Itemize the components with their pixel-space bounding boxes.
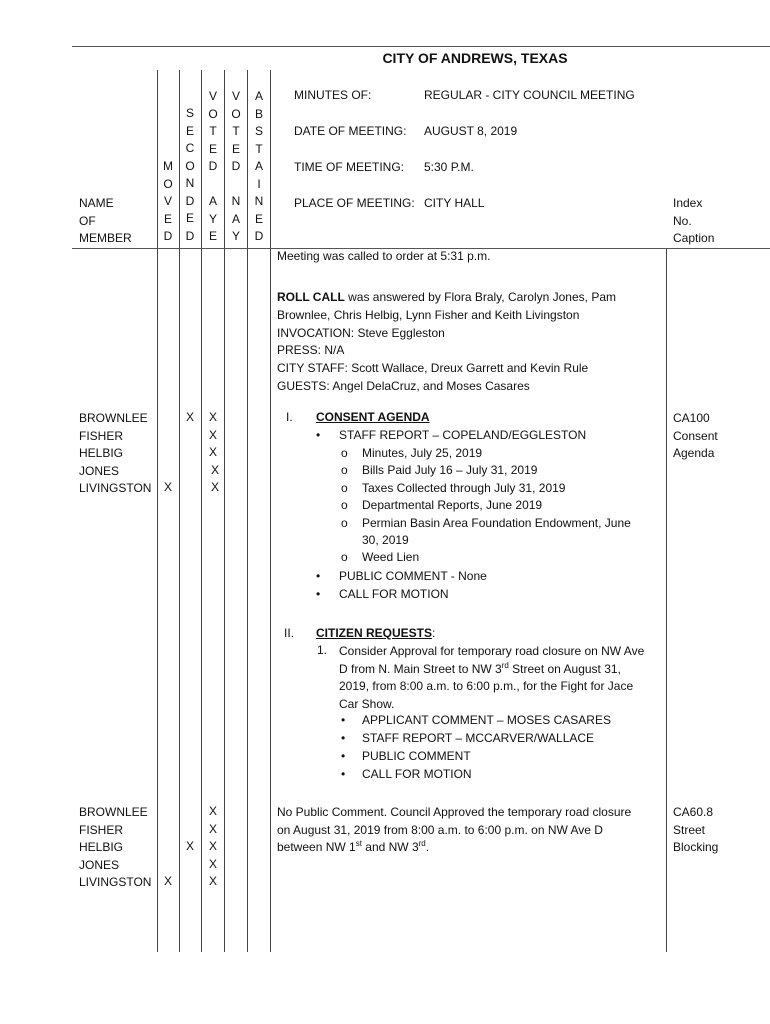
circle-bullet-icon: o [341,550,348,564]
roll-call [277,289,662,396]
abstained-column-header: A B S T A I N E D [254,89,264,243]
section2-numeral: II. [284,626,295,640]
aye-mark: X [208,427,217,442]
public-comment: PUBLIC COMMENT - None [339,569,487,583]
section3-voter-names: BROWNLEE FISHER HELBIG JONES LIVINGSTON [79,805,152,889]
page-title: CITY OF ANDREWS, TEXAS [382,50,568,66]
aye-mark: X [208,874,217,888]
guests: GUESTS: Angel DelaCruz, and Moses Casares [277,378,530,393]
voted-aye-column-header: V O T E D A Y E [208,89,218,243]
circle-bullet-icon: o [341,463,348,477]
place-label: PLACE OF MEETING: [294,196,415,210]
bullet-icon: • [341,731,346,745]
section1-index: CA100 Consent Agenda [673,411,718,460]
circle-bullet-icon: o [341,446,348,460]
aye-mark: X [208,410,217,424]
section3-index: CA60.8 Street Blocking [673,805,719,854]
citizen-request-text: Consider Approval for temporary road closure on NW Ave D from N. Main Street to NW 3rd Street on August 31, 2019, from 8:00 a.m. to 6:00 p.m., for the Fight for Jace Car Show. [339,644,645,711]
roll-call-text: was answered by Flora Braly, Carolyn Jones, Pam Brownlee, Chris Helbig, Lynn Fisher and Keith Livingston [277,290,616,322]
bullet-icon: • [316,587,321,601]
staff-report-mccarver: STAFF REPORT – MCCARVER/WALLACE [362,731,595,745]
consent-item: Permian Basin Area Foundation Endowment, June [362,516,631,530]
approval-text: No Public Comment. Council Approved the temporary road closure on August 31, 2019 from 8:00 a.m. to 6:00 p.m. on NW Ave D between NW 1st and NW 3rd. [277,805,632,854]
consent-item: Weed Lien [362,550,420,564]
bullet-icon: • [316,428,321,442]
consent-item: Minutes, July 25, 2019 [362,446,483,460]
staff-report-copeland: STAFF REPORT – COPELAND/EGGLESTON [339,428,587,442]
column-rule [201,70,202,952]
column-rule [270,70,271,952]
moved-mark: X [163,874,172,888]
date-label: DATE OF MEETING: [294,124,407,138]
minutes-of-label: MINUTES OF: [294,88,372,102]
circle-bullet-icon: o [341,498,348,512]
section1-numeral: I. [286,410,293,424]
call-for-motion: CALL FOR MOTION [362,767,472,781]
place-value: CITY HALL [424,196,485,210]
call-for-motion: CALL FOR MOTION [339,587,449,601]
consent-item: Taxes Collected through July 31, 2019 [362,481,566,495]
item-number: 1. [317,643,328,657]
consent-item-continued: 30, 2019 [362,533,409,547]
city-staff: CITY STAFF: Scott Wallace, Dreux Garrett and Kevin Rule [277,361,589,376]
bullet-icon: • [341,767,346,781]
section1-heading: CONSENT AGENDA [316,410,430,424]
aye-mark: X [208,839,217,853]
aye-mark: X [210,462,219,477]
called-to-order: Meeting was called to order at 5:31 p.m. [277,249,491,263]
applicant-comment: APPLICANT COMMENT – MOSES CASARES [362,713,611,727]
time-label: TIME OF MEETING: [294,160,404,174]
circle-bullet-icon: o [341,481,348,495]
date-value: AUGUST 8, 2019 [424,124,518,138]
public-comment: PUBLIC COMMENT [362,749,471,763]
aye-mark: X [208,445,217,459]
roll-call-label: ROLL CALL [277,290,345,304]
bullet-icon: • [316,569,321,583]
voted-nay-column-header: V O T E D N A Y [231,89,241,243]
seconded-column-header: S E C O N D E D [185,106,195,243]
top-rule [72,46,770,47]
press: PRESS: N/A [277,343,345,358]
bullet-icon: • [341,713,346,727]
aye-mark: X [210,480,219,494]
name-column-header: NAME OF MEMBER [79,196,132,245]
section2-heading: CITIZEN REQUESTS: [316,626,436,640]
column-rule [224,70,225,952]
column-rule [179,70,180,952]
consent-item: Bills Paid July 16 – July 31, 2019 [362,463,538,477]
moved-column-header: M O V E D [163,159,173,243]
invocation: INVOCATION: Steve Eggleston [277,325,445,340]
bullet-icon: • [341,749,346,763]
column-rule [157,70,158,952]
section1-voter-names: BROWNLEE FISHER HELBIG JONES LIVINGSTON [79,411,152,495]
minutes-of-value: REGULAR - CITY COUNCIL MEETING [424,88,635,102]
aye-mark: X [208,821,217,836]
aye-mark: X [208,804,217,818]
circle-bullet-icon: o [341,516,348,530]
index-column-header: Index No. Caption [673,196,715,245]
seconded-mark: X [185,410,194,424]
time-value: 5:30 P.M. [424,160,474,174]
aye-mark: X [208,856,217,871]
consent-item: Departmental Reports, June 2019 [362,498,543,512]
moved-mark: X [163,480,172,494]
seconded-mark: X [185,839,194,853]
column-rule [666,248,667,952]
column-rule [247,70,248,952]
